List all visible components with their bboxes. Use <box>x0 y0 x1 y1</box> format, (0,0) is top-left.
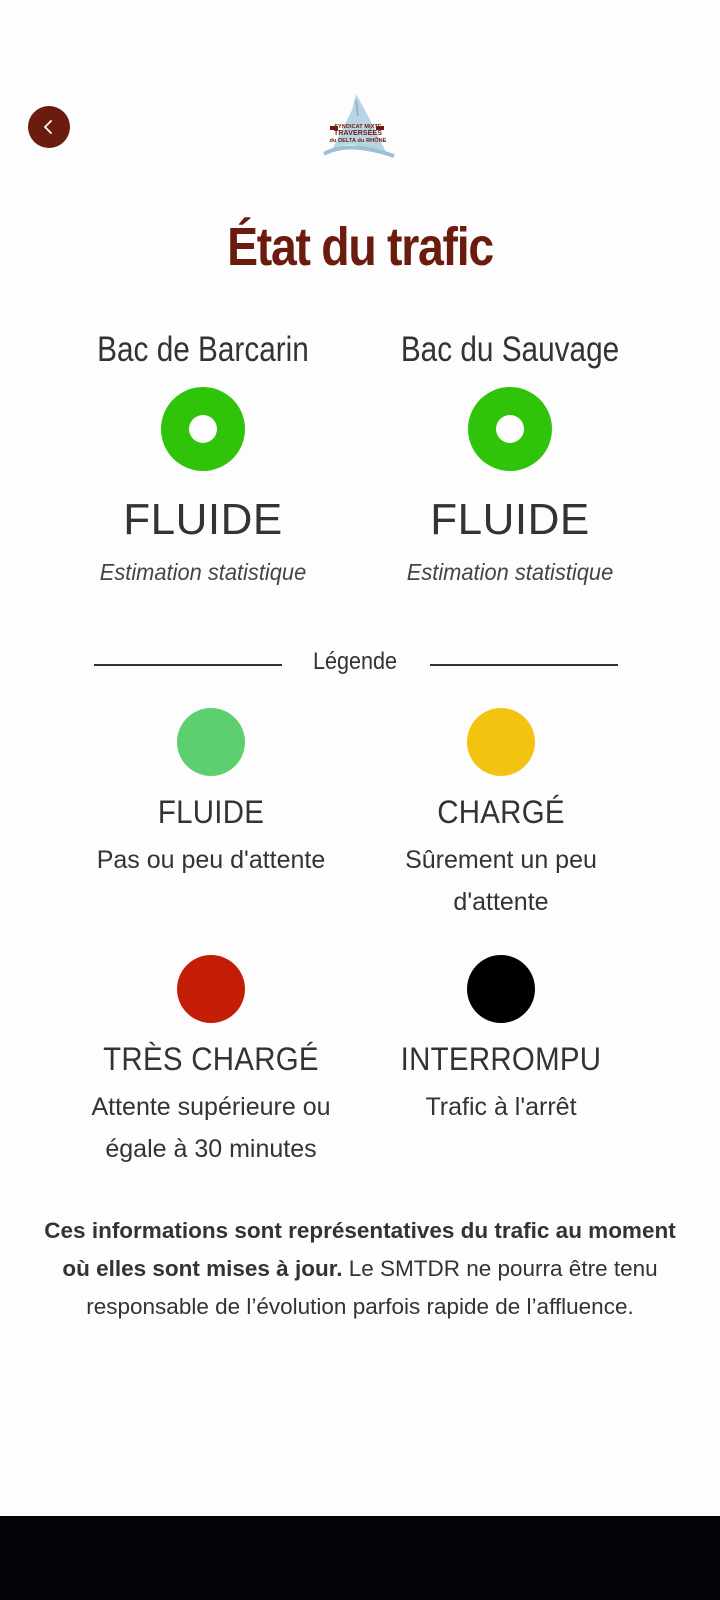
legend-description-line: d'attente <box>453 888 549 916</box>
ferry-name: Bac de Barcarin <box>97 330 309 369</box>
legend-divider <box>92 648 618 678</box>
legend-item-interrompu <box>351 955 651 1128</box>
system-navigation-bar <box>0 1516 720 1600</box>
disclaimer-bold: Ces informations sont représentatives du trafic au moment où elles sont mises à jour. <box>44 1218 676 1281</box>
legend-label: CHARGÉ <box>437 794 565 830</box>
legend-label: INTERROMPU <box>400 1041 602 1077</box>
logo-text-line: TRAVERSÉES <box>334 130 382 137</box>
status-ring-icon <box>161 387 245 471</box>
logo-text <box>328 124 388 144</box>
legend-description-line: Pas ou peu d'attente <box>96 846 326 874</box>
legend-label: FLUIDE <box>157 794 265 830</box>
legend-description <box>351 839 651 923</box>
legend-item-tres-charge <box>61 955 361 1170</box>
legend-description-line: Attente supérieure ou <box>91 1093 331 1121</box>
legend-description <box>351 1086 651 1128</box>
smtdr-logo <box>318 90 398 162</box>
ferry-status-label: FLUIDE <box>123 495 283 544</box>
yellow-dot-icon <box>467 708 535 776</box>
divider-line <box>430 664 618 666</box>
legend-label: TRÈS CHARGÉ <box>103 1041 319 1077</box>
legend-title: Légende <box>312 648 398 675</box>
legend-description-line: Sûrement un peu <box>405 846 597 874</box>
back-button[interactable] <box>28 106 70 148</box>
legend-item-fluide <box>61 708 361 881</box>
ferry-status-note: Estimation statistique <box>406 559 614 585</box>
status-ring-center <box>189 415 217 443</box>
logo-text-line: du DELTA du RHÔNE <box>329 138 387 144</box>
green-dot-icon <box>177 708 245 776</box>
legend-description-line: égale à 30 minutes <box>105 1135 317 1163</box>
ferry-status-sauvage <box>360 330 660 586</box>
legend-description <box>61 1086 361 1170</box>
legend-item-charge <box>351 708 651 923</box>
status-ring-center <box>496 415 524 443</box>
logo-text-line: SYNDICAT MIXTE <box>334 124 382 130</box>
legend-description <box>61 839 361 881</box>
disclaimer-text <box>40 1212 680 1326</box>
ferry-status-barcarin <box>53 330 353 586</box>
page-title: État du trafic <box>227 217 493 277</box>
legend-description-line: Trafic à l'arrêt <box>425 1093 577 1121</box>
ferry-name: Bac du Sauvage <box>400 330 620 369</box>
status-ring-icon <box>468 387 552 471</box>
chevron-left-icon <box>40 118 58 136</box>
disclaimer-regular: Le SMTDR ne pourra être tenu responsable de l’évolution parfois rapide de l’affluence. <box>86 1256 658 1319</box>
black-dot-icon <box>467 955 535 1023</box>
ferry-status-note: Estimation statistique <box>99 559 307 585</box>
red-dot-icon <box>177 955 245 1023</box>
ferry-status-label: FLUIDE <box>430 495 590 544</box>
